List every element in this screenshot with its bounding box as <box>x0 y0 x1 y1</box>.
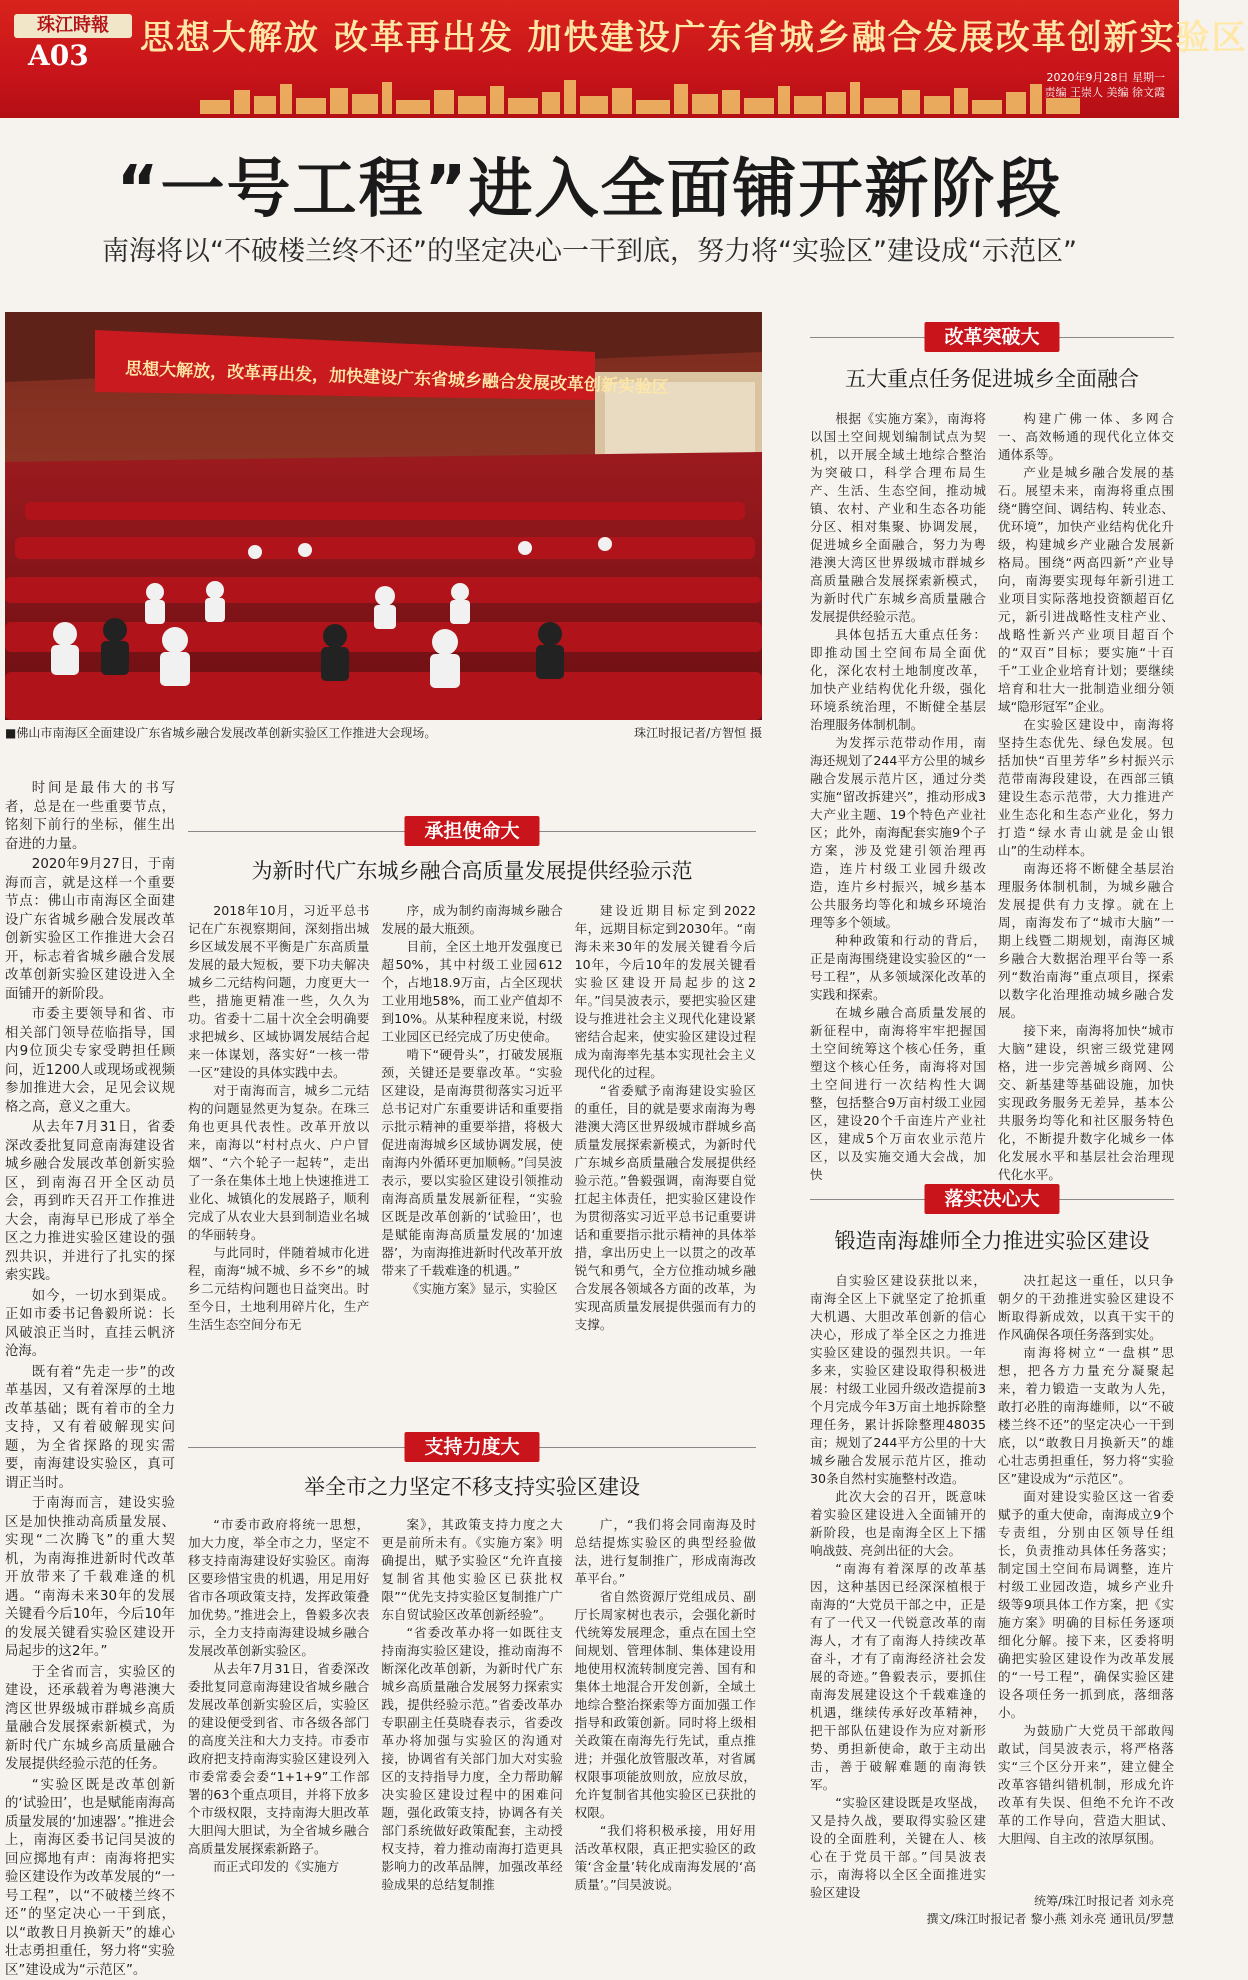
paragraph: 啃下“硬骨头”，打破发展瓶颈，关键还是要靠改革。“实验区建设，是南海贯彻落实习近平总书记对广东重要讲话和重要指示批示精神的重要举措，将极大促进南海城乡区域协调发展，使南海内外循环更加顺畅。”闫昊波表示，要以实验区建设引领推动南海高质量发展新征程，“实验区既是改革创新的‘试验田’，也是赋能南海高质量发展的‘加速器’，为南海推进新时代改革开放带来了千载难逢的机遇。” <box>381 1046 562 1280</box>
paragraph: 构建广佛一体、多网合一、高效畅通的现代化立体交通体系等。 <box>998 410 1174 464</box>
section-breakthrough <box>810 322 1174 1192</box>
photo-credit: 珠江时报记者/方智恒 摄 <box>560 724 762 742</box>
text-column <box>381 902 562 1372</box>
lead-paragraph: 市委主要领导和省、市相关部门领导莅临指导，国内9位顶尖专家受聘担任顾问，近1200人或现场或视频参加推进大会，足见会议规格之高，意义之重大。 <box>5 1006 175 1117</box>
text-column <box>188 1516 369 1926</box>
text-column <box>810 410 986 1188</box>
paragraph: “实验区建设既是攻坚战，又是持久战，要取得实验区建设的全面胜利，关键在人、核心在于党员干部。”闫昊波表示，南海将以全区全面推进实验区建设 <box>810 1794 986 1902</box>
paragraph: 《实施方案》显示，实验区 <box>381 1280 562 1298</box>
paragraph: 从去年7月31日，省委深改委批复同意南海建设省城乡融合发展改革创新实验区后，实验区的建设便受到省、市各级各部门的高度关注和大力支持。市委市政府把支持南海实验区建设列入市委常委会委“1+1+9”工作部署的63个重点项目，并将下放多个市级权限，支持南海大胆改革大胆闯大胆试，为全省城乡融合高质量发展探索新路子。 <box>188 1660 369 1858</box>
conference-photo <box>5 312 762 720</box>
issue-date: 2020年9月28日 星期一 <box>1045 70 1166 85</box>
conference-hall-illustration <box>5 312 762 720</box>
paragraph: 具体包括五大重点任务：即推动国土空间布局全面优化，深化农村土地制度改革，加快产业结构优化升级，强化环境系统治理，不断健全基层治理服务体制机制。 <box>810 626 986 734</box>
lead-paragraph: “实验区既是改革创新的‘试验田’，也是赋能南海高质量发展的‘加速器’。”推进会上，南海区委书记闫昊波的回应掷地有声：南海将把实验区建设作为改革发展的“一号工程”，以“不破楼兰终不还”的坚定决心一干到底，以“敢教日月换新天”的雄心壮志勇担重任，努力将“实验区”建设成为“示范区”。 <box>5 1777 175 1980</box>
byline-writers: 撰文/珠江时报记者 黎小燕 刘永亮 通讯员/罗慧 <box>812 1910 1174 1928</box>
city-skyline-graphic <box>200 78 1080 114</box>
photo-banner-text: 思想大解放，改革再出发，加快建设广东省城乡融合发展改革创新实验区 <box>125 358 669 398</box>
paragraph: 南海将树立“一盘棋”思想，把各方力量充分凝聚起来，着力锻造一支敢为人先，敢打必胜的南海雄师，以“不破楼兰终不还”的坚定决心一干到底，以“敢教日月换新天”的雄心壮志勇担重任，努力将“实验区”建设成为“示范区”。 <box>998 1344 1174 1488</box>
section-title: 锻造南海雄师全力推进实验区建设 <box>810 1226 1174 1256</box>
paragraph: 建设近期目标定到2022年，远期目标定到2030年。“南海未来30年的发展关键看今后10年，今后10年的发展关键看实验区建设开局起步的这2年。”闫昊波表示，要把实验区建设与推进社会主义现代化建设紧密结合起来，使实验区建设过程成为南海率先基本实现社会主义现代化的过程。 <box>575 902 756 1082</box>
paragraph: 种种政策和行动的背后，正是南海围绕建设实验区的“一号工程”，从多领域深化改革的实践和探索。 <box>810 932 986 1004</box>
paragraph: 在城乡融合高质量发展的新征程中，南海将牢牢把握国土空间统筹这个核心任务，重塑这个核心任务，南海将对国土空间进行一次结构性大调整，包括整合9万亩村级工业园区，建设20个千亩连片产业社区，建成5个万亩农业示范片区，以及实施交通大会战，加快 <box>810 1004 986 1184</box>
text-column <box>998 1272 1174 1878</box>
photo-caption: ■佛山市南海区全面建设广东省城乡融合发展改革创新实验区工作推进大会现场。 <box>5 724 505 742</box>
paragraph: 为发挥示范带动作用，南海还规划了244平方公里的城乡融合发展示范片区，通过分类实施“留改拆建兴”，推动形成3大产业主题、19个特色产业社区；此外，南海配套实施9个子方案，涉及党建引领治理再造，连片村级工业园升级改造，连片乡村振兴，城乡基本公共服务均等化和城乡环境治理等多个领域。 <box>810 734 986 932</box>
paragraph: 接下来，南海将加快“城市大脑”建设，织密三级党建网格，进一步完善城乡商网、公交、新基建等基础设施，加快实现政务服务无差异，基本公共服务均等化和社区服务特色化，不断提升数字化城乡一体化发展水平和基层社会治理现代化水平。 <box>998 1022 1174 1184</box>
paragraph: “省委改革办将一如既往支持南海实验区建设，推动南海不断深化改革创新，为新时代广东城乡高质量融合发展努力探索实践，提供经验示范。”省委改革办专职副主任莫晓春表示，省委改革办将加强与实验区的沟通对接，协调省有关部门加大对实验区的支持指导力度，全力帮助解决实验区建设过程中的困难问题，强化政策支持，协调各有关部门系统做好政策配套，主动授权支持，着力推动南海打造更具影响力的改革品牌，加强改革经验成果的总结复制推 <box>381 1624 562 1894</box>
page-number: A03 <box>28 38 132 74</box>
section-tag: 改革突破大 <box>924 322 1059 352</box>
paragraph: 广，“我们将会同南海及时总结提炼实验区的典型经验做法，进行复制推广，形成南海改革平台。” <box>575 1516 756 1588</box>
section-title: 为新时代广东城乡融合高质量发展提供经验示范 <box>188 856 756 886</box>
section-title: 五大重点任务促进城乡全面融合 <box>810 364 1174 394</box>
lead-paragraph: 2020年9月27日，于南海而言，就是这样一个重要节点：佛山市南海区全面建设广东省城乡融合发展改革创新实验区工作推进大会召开，标志着省城乡融合发展改革创新实验区建设进入全面铺开的新阶段。 <box>5 856 175 1004</box>
paragraph: 与此同时，伴随着城市化进程，南海“城不城、乡不乡”的城乡二元结构问题也日益突出。时至今日，土地利用碎片化，生产生活生态空间分布无 <box>188 1244 369 1334</box>
paragraph: 在实验区建设中，南海将坚持生态优先、绿色发展。包括加快“百里芳华”乡村振兴示范带南海段建设，在西部三镇建设生态示范带，大力推进产业生态化和生态产业化，努力打造“绿水青山就是金山银山”的生动样本。 <box>998 716 1174 860</box>
page-slogan: 思想大解放 改革再出发 加快建设广东省城乡融合发展改革创新实验区 <box>140 14 1100 62</box>
paragraph: 南海还将不断健全基层治理服务体制机制，为城乡融合发展提供有力支撑。就在上周，南海发布了“城市大脑”一期上线暨二期规划，南海区城乡融合大数据治理平台等一系列“数治南海”重点项目，探索以数字化治理推动城乡融合发展。 <box>998 860 1174 1022</box>
paragraph: “省委赋予南海建设实验区的重任，目的就是要求南海为粤港澳大湾区世界级城市群城乡高质量发展探索新模式，为新时代广东城乡高质量融合发展提供经验示范。”鲁毅强调，南海要自觉扛起主体责任，把实验区建设作为贯彻落实习近平总书记重要讲话和重要指示批示精神的具体举措，拿出历史上一以贯之的改革锐气和勇气，全方位推动城乡融合发展各领域各方面的改革，为实现高质量发展提供强而有力的支撑。 <box>575 1082 756 1334</box>
headline: “一号工程”进入全面铺开新阶段 <box>0 150 1179 230</box>
newspaper-logo <box>14 14 132 74</box>
paragraph: 面对建设实验区这一省委赋予的重大使命，南海成立9个专责组，分别由区领导任组长，负责推动具体任务落实；制定国土空间布局调整，连片村级工业园改造，城乡产业升级等9项具体工作方案，把《实施方案》明确的目标任务逐项细化分解。接下来，区委将明确把实验区建设作为改革发展的“一号工程”，确保实验区建设各项任务一抓到底，落细落小。 <box>998 1488 1174 1722</box>
lead-paragraph: 于南海而言，建设实验区是加快推动高质量发展、实现“二次腾飞”的重大契机，为南海推进新时代改革开放带来了千载难逢的机遇。“南海未来30年的发展关键看今后10年，今后10年的发展关键看实验区建设开局起步的这2年。” <box>5 1495 175 1662</box>
paragraph: 根据《实施方案》，南海将以国土空间规划编制试点为契机，以开展全域土地综合整治为突破口，科学合理布局生产、生活、生态空间，推动城镇、农村、产业和生态各功能分区、相对集聚、协调发展，促进城乡全面融合，努力为粤港澳大湾区世界级城市群城乡高质量融合发展探索新模式，为新时代广东城乡高质量融合发展提供经验示范。 <box>810 410 986 626</box>
paragraph: “市委市政府将统一思想，加大力度，举全市之力，坚定不移支持南海建设好实验区。南海区要珍惜宝贵的机遇，用足用好省市各项政策支持，发挥政策叠加优势。”推进会上，鲁毅多次表示，全力支持南海建设城乡融合发展改革创新实验区。 <box>188 1516 369 1660</box>
lead-paragraph: 于全省而言，实验区的建设，还承载着为粤港澳大湾区世界级城市群城乡高质量融合发展探索新模式，为新时代广东城乡高质量融合发展提供经验示范的任务。 <box>5 1664 175 1775</box>
text-column <box>810 1272 986 1878</box>
section-tag: 承担使命大 <box>404 816 539 846</box>
paragraph: 对于南海而言，城乡二元结构的问题显然更为复杂。在珠三角也更具代表性。改革开放以来，南海以“村村点火、户户冒烟”、“六个轮子一起转”，走出了一条在集体土地上快速推进工业化、城镇化的发展路子，顺利完成了从农业大县到制造业名城的华丽转身。 <box>188 1082 369 1244</box>
paragraph: 省自然资源厅党组成员、副厅长周家树也表示，会强化新时代统筹发展理念，重点在国土空间规划、管理体制、集体建设用地使用权流转制度完善、国有和集体土地混合开发创新，全域土地综合整治探索等方面加强工作指导和政策创新。同时将上级相关政策在南海先行先试，重点推进；并强化放管服改革，对省属权限事项能放则放，应放尽放，允许复制省其他实验区已获批的权限。 <box>575 1588 756 1822</box>
paragraph: “南海有着深厚的改革基因，这种基因已经深深植根于南海的“大党员干部之中，正是有了一代又一代锐意改革的南海人，才有了南海人持续改革奋斗，才有了南海经济社会发展的奇迹。”鲁毅表示，要抓住南海发展建设这个千载难逢的机遇，继续传承好改革精神，把干部队伍建设作为应对新形势、勇担新使命，敢于主动出击，善于破解难题的南海铁军。 <box>810 1560 986 1794</box>
paragraph: 自实验区建设获批以来，南海全区上下就坚定了抢抓重大机遇、大胆改革创新的信心决心，形成了举全区之力推进实验区建设的强烈共识。一年多来，实验区建设取得积极进展：村级工业园升级改造提前3个月完成今年3万亩土地拆除整理任务，累计拆除整理48035亩；规划了244平方公里的十大城乡融合发展示范片区，推动30条自然村实施整村改造。 <box>810 1272 986 1488</box>
paragraph: 序，成为制约南海城乡融合发展的最大瓶颈。 <box>381 902 562 938</box>
newspaper-name: 珠江時報 <box>14 14 132 38</box>
paragraph: 产业是城乡融合发展的基石。展望未来，南海将重点围绕“腾空间、调结构、转业态、优环境”，加快产业结构优化升级，构建城乡产业融合发展新格局。围绕“两高四新”产业导向，南海要实现每年新引进工业项目实际落地投资额超百亿元，新引进战略性支柱产业、战略性新兴产业项目超百个的“双百”目标；要实施“十百千”工业企业培育计划；要继续培育和壮大一批制造业细分领域“隐形冠军”企业。 <box>998 464 1174 716</box>
section-implementation <box>810 1184 1174 1884</box>
section-tag: 支持力度大 <box>404 1432 539 1462</box>
masthead <box>0 0 1179 118</box>
section-tag: 落实决心大 <box>924 1184 1059 1214</box>
text-column <box>575 902 756 1372</box>
paragraph: 而正式印发的《实施方 <box>188 1858 369 1876</box>
byline-coordinator: 统筹/珠江时报记者 刘永亮 <box>812 1892 1174 1910</box>
text-column <box>575 1516 756 1926</box>
paragraph: 2018年10月，习近平总书记在广东视察期间，深刻指出城乡区域发展不平衡是广东高质量发展的最大短板，要下功夫解决城乡二元结构问题，力度更大一些，措施更精准一些，久久为功。省委十二届十次全会明确要求把城乡、区域协调发展结合起来一体谋划，落实好“一核一带一区”建设的具体实践中去。 <box>188 902 369 1082</box>
section-title: 举全市之力坚定不移支持实验区建设 <box>188 1472 756 1502</box>
paragraph: 为鼓励广大党员干部敢闯敢试，闫昊波表示，将严格落实“三个区分开来”，建立健全改革容错纠错机制，形成允许改革有失误、但绝不允许不改革的工作导向，营造大胆试、大胆闯、自主改的浓厚氛围。 <box>998 1722 1174 1848</box>
byline <box>812 1892 1174 1928</box>
lead-column <box>5 780 175 1920</box>
lead-paragraph: 既有着“先走一步”的改革基因，又有着深厚的土地改革基础；既有着市的全力支持，又有着破解现实问题，为全省探路的现实需要，南海建设实验区，真可谓正当时。 <box>5 1364 175 1494</box>
lead-paragraph: 如今，一切水到渠成。正如市委书记鲁毅所说：长风破浪正当时，直挂云帆济沧海。 <box>5 1288 175 1362</box>
paragraph: “我们将积极承接，用好用活改革权限，真正把实验区的政策‘含金量’转化成南海发展的‘高质量’。”闫昊波说。 <box>575 1822 756 1894</box>
paragraph: 此次大会的召开，既意味着实验区建设进入全面铺开的新阶段，也是南海全区上下擂响战鼓、亮剑出征的大会。 <box>810 1488 986 1560</box>
section-support <box>188 1432 756 1930</box>
dateline <box>1045 70 1166 100</box>
paragraph: 决扛起这一重任，以只争朝夕的干劲推进实验区建设不断取得新成效，以真干实干的作风确保各项任务落到实处。 <box>998 1272 1174 1344</box>
text-column <box>188 902 369 1372</box>
section-mission <box>188 816 756 1386</box>
paragraph: 案》，其政策支持力度之大更是前所未有。《实施方案》明确提出，赋予实验区“允许直接复制省其他实验区已获批权限”“优先支持实验区复制推广广东自贸试验区改革创新经验”。 <box>381 1516 562 1624</box>
lead-paragraph: 时间是最伟大的书写者，总是在一些重要节点，铭刻下前行的坐标，催生出奋进的力量。 <box>5 780 175 854</box>
paragraph: 目前，全区土地开发强度已超50%，其中村级工业园612个，占地18.9万亩，占全区现状工业用地58%，而工业产值却不到10%。从某种程度来说，村级工业园区已经完成了历史使命。 <box>381 938 562 1046</box>
subheadline: 南海将以“不破楼兰终不还”的坚定决心一干到底，努力将“实验区”建设成“示范区” <box>0 232 1179 272</box>
page-editors: 责编 王崇人 美编 徐文霞 <box>1045 85 1166 100</box>
lead-paragraph: 从去年7月31日，省委深改委批复同意南海建设省城乡融合发展改革创新实验区，到南海召开全区动员会，再到昨天召开工作推进大会，南海早已形成了举全区之力推进实验区建设的强烈共识，并进行了扎实的探索实践。 <box>5 1119 175 1286</box>
text-column <box>998 410 1174 1188</box>
text-column <box>381 1516 562 1926</box>
